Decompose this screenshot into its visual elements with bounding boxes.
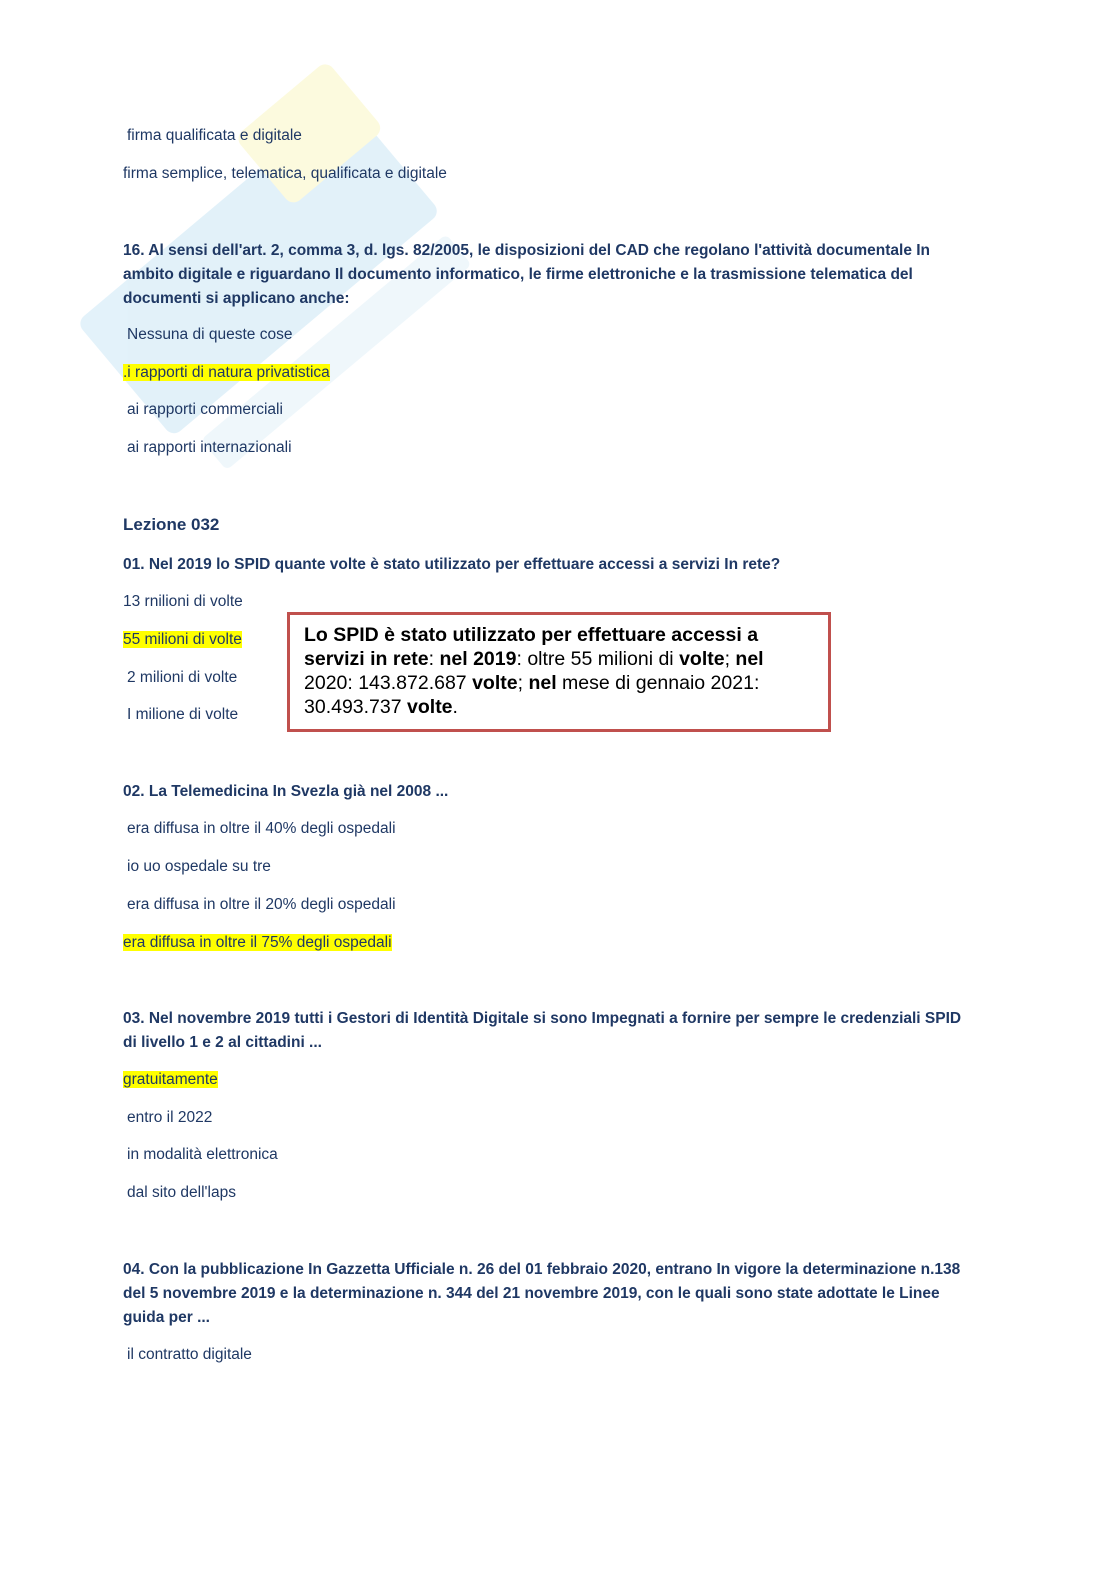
answer-text: 13 rnilioni di volte xyxy=(123,593,243,610)
answer-text: entro il 2022 xyxy=(127,1109,213,1126)
note-text: ; xyxy=(517,672,529,694)
lesson-heading: Lezione 032 xyxy=(123,515,220,534)
note-text: mese di gennaio 2021: 30.493.737 xyxy=(304,672,760,718)
answer-text: io uo ospedale su tre xyxy=(127,858,271,875)
note-text: nel 2019 xyxy=(439,648,517,670)
answer-text: ai rapporti internazionali xyxy=(127,439,292,456)
note-box xyxy=(287,612,831,732)
highlight: .i rapporti di natura privatistica xyxy=(123,364,330,381)
answer-text: era diffusa in oltre il 40% degli ospedali xyxy=(127,820,396,837)
question-01: 01. Nel 2019 lo SPID quante volte è stato utilizzato per effettuare accessi a servizi In rete? xyxy=(123,556,781,573)
question-03: 03. Nel novembre 2019 tutti i Gestori di Identità Digitale si sono Impegnati a fornire per sempre le credenziali SPID di livello 1 e 2 al cittadini ... xyxy=(123,1010,962,1051)
answer-text: dal sito dell'laps xyxy=(127,1184,236,1201)
highlight: gratuitamente xyxy=(123,1071,218,1088)
note-text: 2020: 143.872.687 xyxy=(304,672,473,694)
answer-text: Nessuna di queste cose xyxy=(127,326,293,343)
answer-text-highlighted xyxy=(123,362,330,384)
answer-text: era diffusa in oltre il 20% degli ospedali xyxy=(127,896,396,913)
answer-text: 2 milioni di volte xyxy=(127,669,238,686)
answer-text: firma semplice, telematica, qualificata e digitale xyxy=(123,165,447,182)
answer-text-highlighted xyxy=(123,932,392,954)
highlight: era diffusa in oltre il 75% degli ospedali xyxy=(123,934,392,951)
note-text: volte xyxy=(407,696,453,718)
highlight: 55 milioni di volte xyxy=(123,631,242,648)
question-02: 02. La Telemedicina In Svezla già nel 2008 ... xyxy=(123,783,449,800)
question-16: 16. Al sensi dell'art. 2, comma 3, d. lgs. 82/2005, le disposizioni del CAD che regolano l'attività documentale In ambito digitale e riguardano Il documento informatico, le firme elettroniche e la trasmissione telematica del documenti si applicano anche: xyxy=(123,242,931,307)
note-text: nel xyxy=(528,672,557,694)
note-text: volte xyxy=(472,672,518,694)
note-text: : oltre 55 milioni di xyxy=(516,648,680,670)
answer-text: ai rapporti commerciali xyxy=(127,401,283,418)
answer-text: firma qualificata e digitale xyxy=(127,127,302,144)
note-text: ; xyxy=(724,648,736,670)
note-text: . xyxy=(452,696,458,718)
answer-text: il contratto digitale xyxy=(127,1346,252,1363)
question-04: 04. Con la pubblicazione In Gazzetta Ufficiale n. 26 del 01 febbraio 2020, entrano In vigore la determinazione n.138 del 5 novembre 2019 e la determinazione n. 344 del 21 novembre 2019, con le quali sono state adottate le Linee guida per ... xyxy=(123,1261,961,1326)
answer-text: I milione di volte xyxy=(127,706,239,723)
answer-text: in modalità elettronica xyxy=(127,1146,278,1163)
note-text: nel xyxy=(735,648,764,670)
note-text: : xyxy=(428,648,440,670)
answer-text-highlighted xyxy=(123,1069,218,1091)
note-text: volte xyxy=(679,648,725,670)
answer-text-highlighted xyxy=(123,629,242,651)
note-text: Lo SPID è stato utilizzato per effettuare accessi a servizi in rete xyxy=(304,624,759,670)
